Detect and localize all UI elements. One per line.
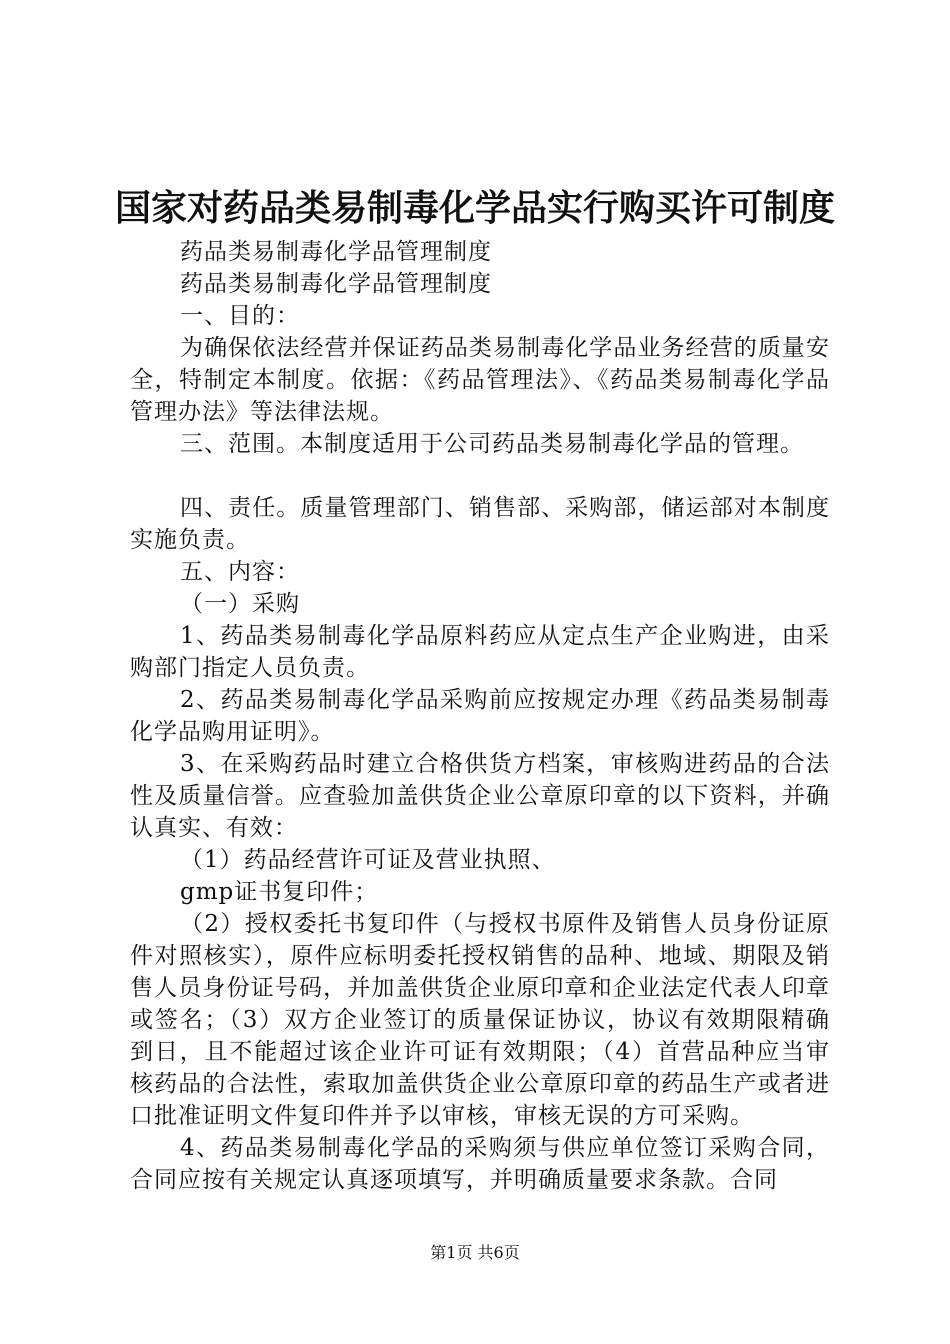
paragraph-spacer xyxy=(130,460,830,492)
paragraph-subitems-2-4: （2）授权委托书复印件（与授权书原件及销售人员身份证原件对照核实），原件应标明委托授权销售的品种、地域、期限及销售人员身份证号码，并加盖供货企业原印章和企业法定代表人印章或签名；（3）双方企业签订的质量保证协议，协议有效期限精确到日，且不能超过该企业许可证有效期限；（4）首营品种应当审核药品的合法性，索取加盖供货企业公章原印章的药品生产或者进口批准证明文件复印件并予以审核，审核无误的方可采购。 xyxy=(130,911,830,1129)
paragraph-gmp: gmp证书复印件； xyxy=(180,879,379,905)
paragraph-subtitle-1: 药品类易制毒化学品管理制度 xyxy=(180,239,492,265)
paragraph-content-heading: 五、内容： xyxy=(180,559,300,585)
paragraph-purpose-heading: 一、目的： xyxy=(180,303,300,329)
paragraph-subitem-1: （1）药品经营许可证及营业执照、 xyxy=(180,847,556,873)
paragraph-item-2: 2、药品类易制毒化学品采购前应按规定办理《药品类易制毒化学品购用证明》。 xyxy=(130,687,830,745)
document-title: 国家对药品类易制毒化学品实行购买许可制度 xyxy=(114,187,835,229)
paragraph-item-1: 1、药品类易制毒化学品原料药应从定点生产企业购进，由采购部门指定人员负责。 xyxy=(130,623,830,681)
paragraph-procurement-heading: （一）采购 xyxy=(180,591,300,617)
paragraph-item-3: 3、在采购药品时建立合格供货方档案，审核购进药品的合法性及质量信誉。应查验加盖供货企业公章原印章的以下资料，并确认真实、有效： xyxy=(130,751,830,841)
paragraph-item-4: 4、药品类易制毒化学品的采购须与供应单位签订采购合同，合同应按有关规定认真逐项填写，并明确质量要求条款。合同 xyxy=(130,1135,830,1193)
paragraph-responsibility: 四、责任。质量管理部门、销售部、采购部，储运部对本制度实施负责。 xyxy=(130,495,830,553)
document-body xyxy=(130,236,830,1196)
paragraph-purpose: 为确保依法经营并保证药品类易制毒化学品业务经营的质量安全，特制定本制度。依据：《药品管理法》、《药品类易制毒化学品管理办法》等法律法规。 xyxy=(130,335,830,425)
paragraph-subtitle-2: 药品类易制毒化学品管理制度 xyxy=(180,271,492,297)
paragraph-scope: 三、范围。本制度适用于公司药品类易制毒化学品的管理。 xyxy=(180,431,804,457)
page-footer: 第1页 共6页 xyxy=(430,1243,520,1262)
